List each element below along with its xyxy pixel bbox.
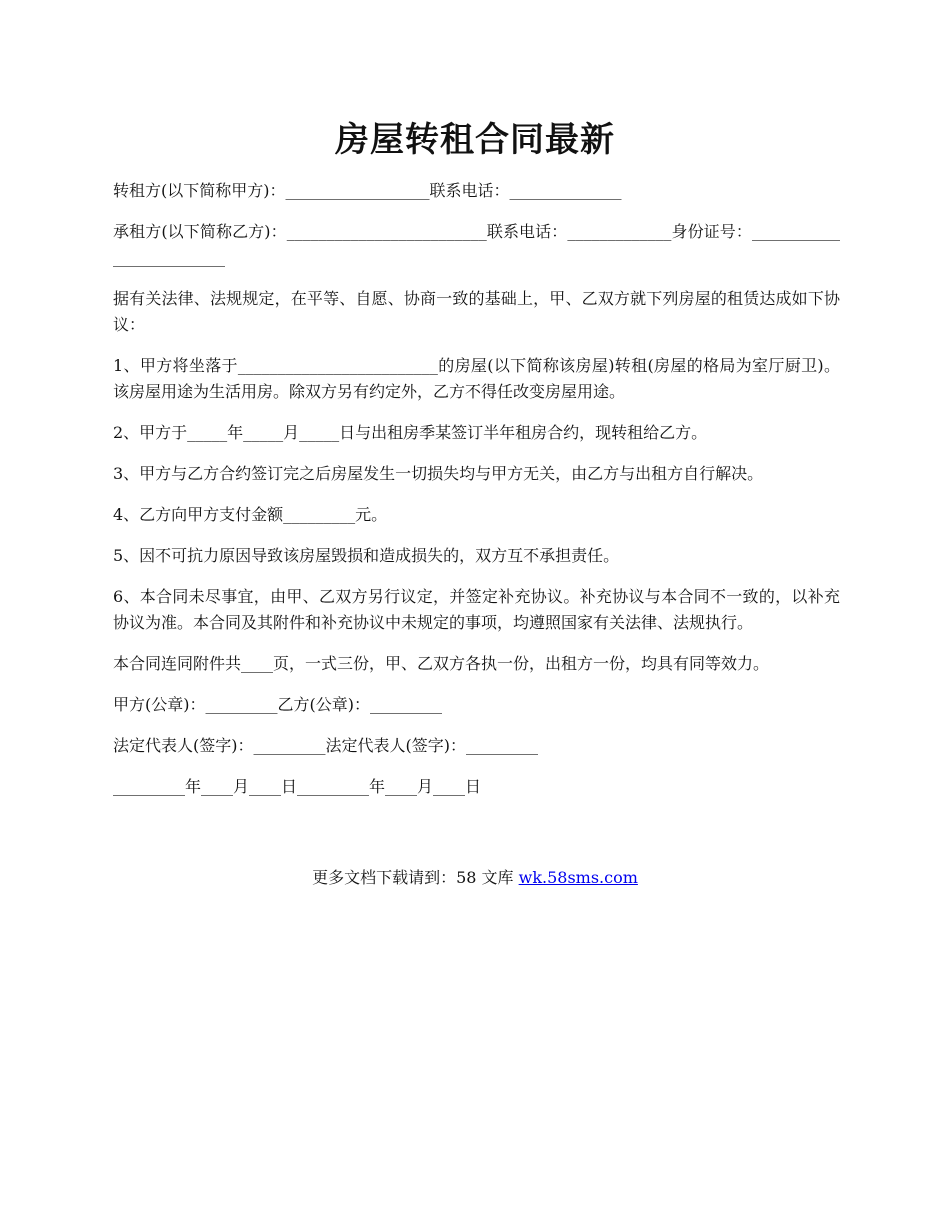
signature-seals: 甲方(公章)：_________乙方(公章)：_________ [113,695,442,714]
document-body [113,178,840,815]
clause-5: 5、因不可抗力原因导致该房屋毁损和造成损失的，双方互不承担责任。 [113,546,620,565]
document-title: 房屋转租合同最新 [335,120,615,160]
footer-text: 更多文档下载请到：58 文库 [312,868,519,887]
clause-3: 3、甲方与乙方合约签订完之后房屋发生一切损失均与甲方无关，由乙方与出租方自行解决。 [113,464,764,483]
footer-link[interactable]: wk.58sms.com [518,868,638,887]
signature-dates: _________年____月____日_________年____月____日 [113,777,482,796]
paragraph-preamble: 据有关法律、法规规定，在平等、自愿、协商一致的基础上，甲、乙双方就下列房屋的租赁达成如下协议： [113,289,840,334]
clause-1: 1、甲方将坐落于_________________________的房屋(以下简称该房屋)转租(房屋的格局为室厅厨卫)。该房屋用途为生活用房。除双方另有约定外，乙方不得任改变房屋用途。 [113,356,840,401]
clause-4: 4、乙方向甲方支付金额_________元。 [113,505,388,524]
clause-2: 2、甲方于_____年_____月_____日与出租房季某签订半年租房合约，现转租给乙方。 [113,423,708,442]
paragraph-copies: 本合同连同附件共____页，一式三份，甲、乙双方各执一份，出租方一份，均具有同等效力。 [113,654,770,673]
footer [0,866,950,890]
signature-representatives: 法定代表人(签字)：_________法定代表人(签字)：_________ [113,736,538,755]
paragraph-lessee: 承租方(以下简称乙方)：_________________________联系电话：_____________身份证号：_________________________ [113,222,840,267]
paragraph-sublessor: 转租方(以下简称甲方)：__________________联系电话：______________ [113,181,622,200]
clause-6: 6、本合同未尽事宜，由甲、乙双方另行议定，并签定补充协议。补充协议与本合同不一致的，以补充协议为准。本合同及其附件和补充协议中未规定的事项，均遵照国家有关法律、法规执行。 [113,587,840,632]
